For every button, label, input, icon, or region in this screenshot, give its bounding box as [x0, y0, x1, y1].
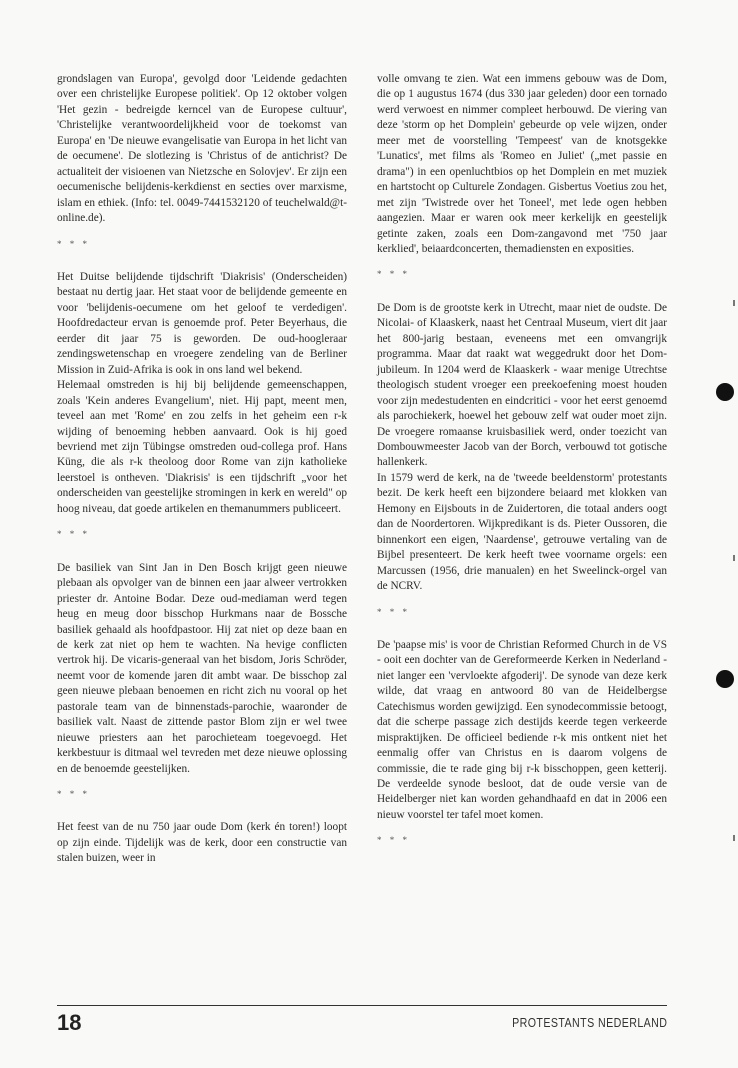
page-number: 18 [57, 1010, 82, 1035]
paragraph-christian-reformed-church: De 'paapse mis' is voor de Christian Reformed Church in de VS - ooit een dochter van de Gereformeerde Kerken in Nederland - niet langer een 'vervloekte afgoderij'. De synode van deze kerk wilde, dat vraag en antwoord 80 van de Heidelbergse Catechismus worden gewijzigd. Een synodecommissie betoogt, dat die scherpe passage zich destijds keerde tegen verkeerde mispraktijken. De officieel bediende r-k mis ontkent niet het eenmalig offer van Christus en is daarom volgens de commissie, die te rade ging bij r-k bisschoppen, geen ketterij. De verdeelde synode besloot, dat de oude versie van de Heidelberger niet kan worden gehandhaafd en dat in 2006 een nieuw voorstel ter tafel moet komen. [377, 638, 667, 821]
punch-hole-upper [716, 383, 734, 401]
magazine-name: PROTESTANTS NEDERLAND [511, 1015, 667, 1030]
edge-mark [733, 555, 735, 561]
paragraph-beyerhaus: Helemaal omstreden is hij bij belijdende gemeenschappen, zoals 'Kein anderes Evangelium', niet. Hij papt, meent men, teveel aan met 'Rome' en zou zelfs in het geheim een r-k wijding of benoeming hebben aanvaard. Ook is hij goed bevriend met zijn Tübingse omstreden oud-collega prof. Hans Küng, die als r-k theoloog door Rome van zijn katholieke leerstoel is ontheven. 'Diakrisis' is een tijdschrift „voor het onderscheiden van geestelijke stromingen in kerk en wereld" op hoog niveau, dat goede artikelen en themanummers publiceert. [57, 379, 347, 515]
section-separator: * * * [57, 238, 90, 249]
section-separator: * * * [377, 835, 410, 846]
paragraph-klaaskerk-history: In 1579 werd de kerk, na de 'tweede beeldenstorm' protestants bezit. De kerk heeft een bijzondere beiaard met klokken van Hemony en Eijsbouts in de Zuidertoren, die totaal anders oogt dan de Noordertoren. Wijkpredikant is ds. Pieter Oussoren, die binnenkort een eigen, 'Naardense', getrouwe vertaling van de Bijbel presenteert. De kerk heeft twee voorname orgels: een Marcussen (1956, drie manualen) en het Sweelinck-orgel van de NCRV. [377, 471, 667, 593]
punch-hole-lower [716, 670, 734, 688]
section-separator: * * * [377, 606, 410, 617]
section-separator: * * * [377, 269, 410, 280]
paragraph-diakrisis: Het Duitse belijdende tijdschrift 'Diakrisis' (Onderscheiden) bestaat nu dertig jaar. Het staat voor de belijdende gemeente en voor 'belijdenis-oecumene om het geloof te verdedigen'. Hoofdredacteur ervan is genoemde prof. Peter Beyerhaus, die eerder dit jaar 75 is geworden. De oud-hoogleraar zendingswetenschap en vroegere zendeling van de Berliner Mission in Zuid-Afrika is ook in ons land wel bekend. [57, 270, 347, 376]
paragraph-dom-storm: volle omvang te zien. Wat een immens gebouw was de Dom, die op 1 augustus 1674 (dus 330 jaar geleden) door een tornado werd verwoest en nimmer compleet herbouwd. De viering van deze 'storm op het Domplein' gebeurde op vele wijzen, onder meer met de voorstelling 'Tempeest' van de knotsgekke 'Lunatics', met films als 'Romeo en Juliet' („met passie en drama") in een openluchtbios op het Domplein en met muziek en hartstocht op Culturele Zondagen. Gisbertus Voetius zou het, met zijn 'Twistrede over het Toneel', met lede ogen hebben aangezien. Maar er waren ook meer kerkelijk en geestelijk getinte zaken, zoals een Dom-zangavond met '750 jaar kerklied', beiaardconcerten, themadiensten en exposities. [377, 73, 667, 255]
paragraph-klaaskerk: De Dom is de grootste kerk in Utrecht, maar niet de oudste. De Nicolai- of Klaaskerk, naast het Centraal Museum, viert dit jaar het 800-jarig bestaan, eveneens met een omvangrijk programma. Maar dat raakt wat weggedrukt door het Dom-jubileum. In 1204 werd de Klaaskerk - waar menige Utrechtse theologisch student vroeger een preekoefening moest houden voor zijn medestudenten en eindcritici - voor het eerst genoemd als parochiekerk, hoewel het gebouw zelf wat ouder moet zijn. De vroegere romaanse kruisbasiliek werd, onder toezicht van Dombouwmeester Jacob van der Borch, verbouwd tot gotische hallenkerk. [377, 301, 667, 469]
paragraph-den-bosch-basiliek: De basiliek van Sint Jan in Den Bosch krijgt geen nieuwe plebaan als opvolger van de binnen een jaar alweer vertrokken priester dr. Antoine Bodar. Deze oud-mediaman werd tegen heug en meug door bisschop Hurkmans naar de Bossche basiliek gehaald als hoofdpastoor. Hij zat niet op deze baan en de kerk zat niet op hem te wachten. Na hevige conflicten vertrok hij. De vicaris-generaal van het bisdom, Joris Schröder, neemt voor de komende jaren dit ambt waar. De bisschop zal geen nieuwe plebaan benoemen en richt zich nu vooral op het pastorale team van de binnenstads-parochie, waaronder de basiliek valt. Naast de zittende pastor Blom zijn er wel twee nieuwe priesters aan het parochieteam toegevoegd. Het kerkbestuur is ditmaal wel tevreden met deze nieuwe oplossing en de benoemde geestelijken. [57, 561, 347, 775]
paragraph-europe-conference: grondslagen van Europa', gevolgd door 'Leidende gedachten over een christelijke Europese politiek'. Op 12 oktober volgen 'Het gezin - bedreigde kerncel van de Europese cultuur', 'Christelijke verantwoordelijkheid voor de toekomst van Europa' en 'De nieuwe evangelisatie van Europa in het licht van de oecumene'. De slotlezing is 'Christus of de antichrist? De actualiteit der visioenen van Nietzsche en Solovjev'. Er zijn een oecumenische belijdenis-kerkdienst en secties over marxisme, islam en ethiek. (Info: tel. 0049-7441532120 of teuchelwald@t-online.de). [57, 73, 347, 225]
edge-mark [733, 300, 735, 306]
right-column [377, 72, 667, 867]
edge-mark [733, 835, 735, 841]
section-separator: * * * [57, 529, 90, 540]
footer-rule [57, 1005, 667, 1006]
paragraph-dom-feest: Het feest van de nu 750 jaar oude Dom (kerk én toren!) loopt op zijn einde. Tijdelijk was de kerk, door een constructie van stalen buizen, weer in [57, 821, 347, 865]
left-column [57, 72, 347, 867]
section-separator: * * * [57, 789, 90, 800]
